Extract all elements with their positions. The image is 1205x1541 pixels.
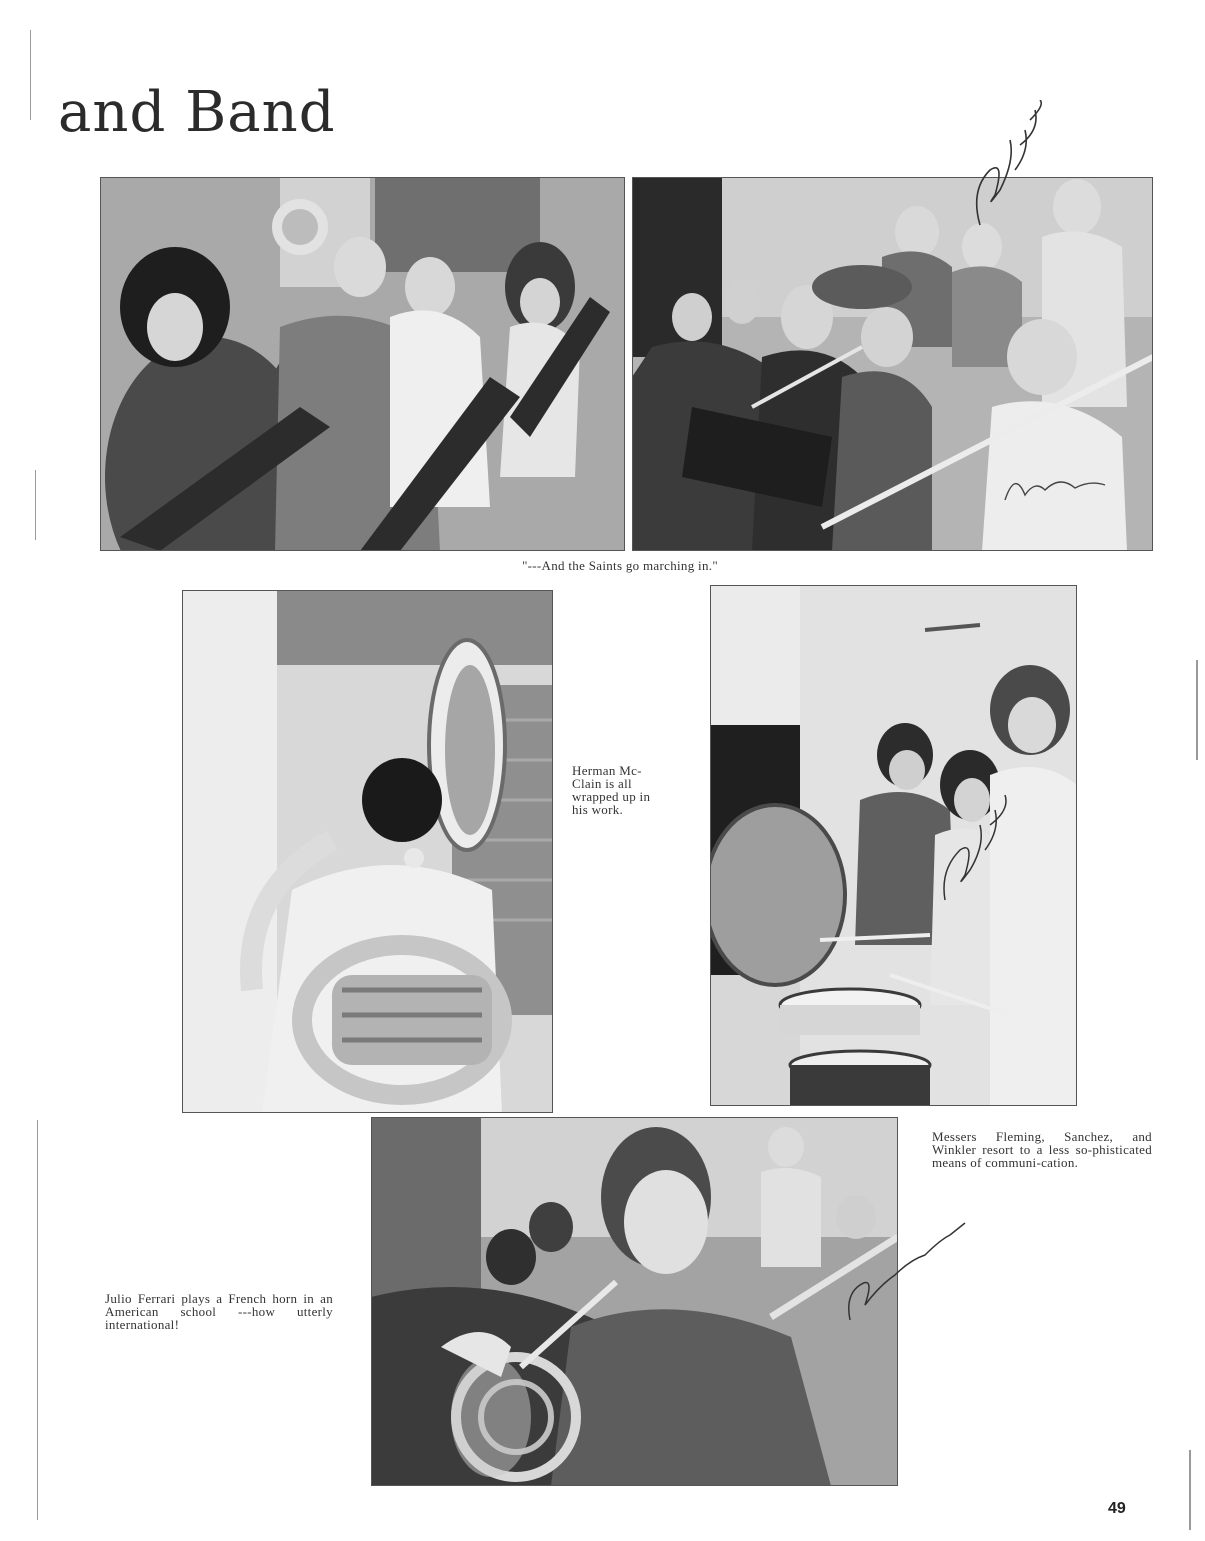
photo-sousaphone: [182, 590, 553, 1113]
photo-french-horn: [371, 1117, 898, 1486]
handwritten-signature: [960, 100, 1050, 230]
handwritten-signature: [840, 1215, 970, 1325]
caption-saints: "---And the Saints go marching in.": [522, 558, 718, 573]
photo-drums: [710, 585, 1077, 1106]
page-edge-line: [37, 1120, 38, 1520]
caption-julio: Julio Ferrari plays a French horn in an American school ---how utterly international!: [105, 1291, 333, 1332]
page-number: 49: [1108, 1500, 1126, 1517]
page-title: and Band: [58, 80, 336, 145]
handwritten-signature: [935, 790, 1015, 910]
photo-woodwinds-image: [100, 177, 625, 551]
caption-messers: Messers Fleming, Sanchez, and Winkler resort to a less so-phisticated means of communi-cation.: [932, 1129, 1152, 1170]
photo-french-horn-image: [371, 1117, 898, 1486]
photo-woodwinds: [100, 177, 625, 551]
page-edge-line: [1189, 1450, 1191, 1530]
page-edge-line: [1196, 660, 1198, 760]
page-edge-line: [30, 30, 31, 120]
page-edge-line: [35, 470, 36, 540]
photo-drums-image: [710, 585, 1077, 1106]
handwritten-signature: [1000, 460, 1110, 510]
photo-sousaphone-image: [182, 590, 553, 1113]
caption-herman: Herman Mc- Clain is all wrapped up in his work.: [572, 763, 651, 817]
